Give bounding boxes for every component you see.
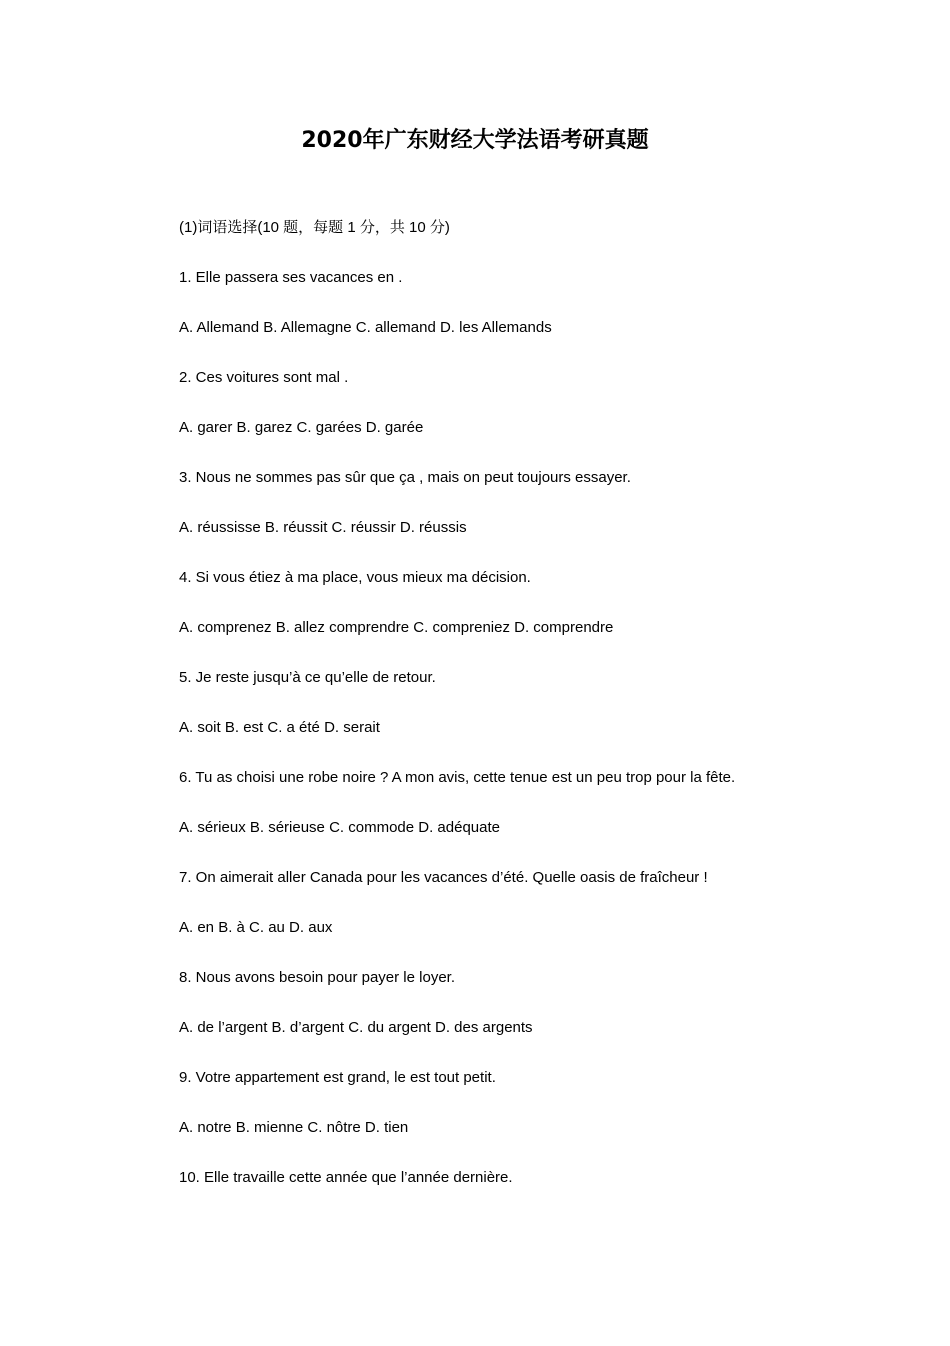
question-2: 2. Ces voitures sont mal .	[179, 369, 349, 386]
question-4: 4. Si vous étiez à ma place, vous mieux ma décision.	[179, 569, 531, 586]
options-4: A. comprenez B. allez comprendre C. compreniez D. comprendre	[179, 619, 614, 636]
document-body	[179, 216, 879, 1216]
options-8: A. de l’argent B. d’argent C. du argent D. des argents	[179, 1019, 533, 1036]
document-title: 2020年广东财经大学法语考研真题	[301, 128, 649, 153]
question-9: 9. Votre appartement est grand, le est tout petit.	[179, 1069, 496, 1086]
options-7: A. en B. à C. au D. aux	[179, 919, 333, 936]
question-8: 8. Nous avons besoin pour payer le loyer.	[179, 969, 455, 986]
question-3: 3. Nous ne sommes pas sûr que ça , mais on peut toujours essayer.	[179, 469, 631, 486]
options-9: A. notre B. mienne C. nôtre D. tien	[179, 1119, 409, 1136]
options-5: A. soit B. est C. a été D. serait	[179, 719, 380, 736]
question-7: 7. On aimerait aller Canada pour les vacances d’été. Quelle oasis de fraîcheur !	[179, 869, 708, 886]
options-6: A. sérieux B. sérieuse C. commode D. adéquate	[179, 819, 500, 836]
options-1: A. Allemand B. Allemagne C. allemand D. les Allemands	[179, 319, 552, 336]
question-1: 1. Elle passera ses vacances en .	[179, 269, 403, 286]
question-10: 10. Elle travaille cette année que l’année dernière.	[179, 1169, 513, 1186]
question-6: 6. Tu as choisi une robe noire ? A mon avis, cette tenue est un peu trop pour la fête.	[179, 769, 736, 786]
options-3: A. réussisse B. réussit C. réussir D. réussis	[179, 519, 467, 536]
question-5: 5. Je reste jusqu’à ce qu’elle de retour.	[179, 669, 436, 686]
options-2: A. garer B. garez C. garées D. garée	[179, 419, 424, 436]
section-heading: (1)词语选择(10 题，每题 1 分，共 10 分)	[179, 219, 450, 236]
